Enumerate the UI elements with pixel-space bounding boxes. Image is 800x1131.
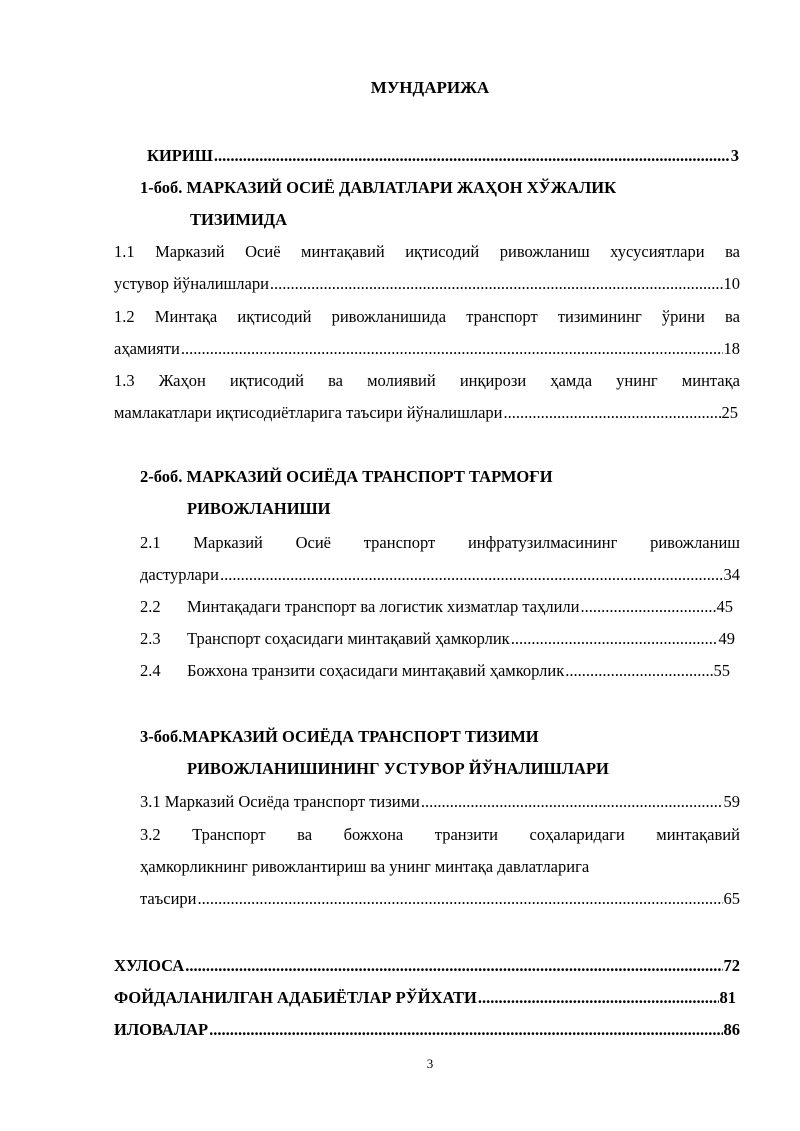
word: транзити [434, 825, 498, 844]
word: иқтисодий [229, 371, 304, 390]
toc-label: мамлакатлари иқтисодиётларига таъсири йўналишлари [114, 403, 503, 422]
toc-page-number: 45 [716, 597, 733, 616]
chapter-3-heading-cont: РИВОЖЛАНИШИНИНГ УСТУВОР ЙЎНАЛИШЛАРИ [187, 759, 609, 778]
toc-entry-references [114, 988, 736, 1008]
dot-leader [503, 403, 720, 423]
dot-leader [421, 792, 723, 812]
dot-leader [198, 889, 723, 909]
word: ҳамда [550, 371, 593, 390]
toc-label: Транспорт соҳасидаги минтақавий ҳамкорлик [187, 629, 510, 648]
chapter-1-heading: 1-боб. МАРКАЗИЙ ОСИЁ ДАВЛАТЛАРИ ЖАҲОН ХЎЖАЛИК [140, 178, 617, 197]
word: Марказий [193, 533, 263, 552]
word: соҳаларидаги [529, 825, 625, 844]
word: ривожланиш [499, 242, 590, 261]
dot-leader [214, 146, 730, 166]
toc-label: КИРИШ [147, 146, 213, 165]
word: инқирози [459, 371, 527, 390]
toc-entry-appendices [114, 1020, 740, 1040]
toc-entry-intro [147, 146, 739, 166]
dot-leader [580, 597, 715, 617]
chapter-1-heading-cont: ТИЗИМИДА [190, 210, 288, 229]
word: 1.2 [114, 307, 135, 326]
word: Минтақа [154, 307, 218, 326]
word: ва [328, 371, 343, 390]
word: божхона [343, 825, 404, 844]
page-title: МУНДАРИЖА [370, 78, 490, 97]
chapter-3-heading: 3-боб.МАРКАЗИЙ ОСИЁДА ТРАНСПОРТ ТИЗИМИ [140, 727, 539, 746]
dot-leader [565, 661, 712, 681]
page-number: 3 [426, 1056, 434, 1071]
word: минтақавий [301, 242, 385, 261]
toc-page-number: 55 [713, 661, 730, 680]
toc-page-number: 81 [719, 988, 736, 1007]
toc-entry-3-2-cont: ҳамкорликнинг ривожлантириш ва унинг минтақа давлатларига [140, 857, 590, 876]
chapter-2-heading: 2-боб. МАРКАЗИЙ ОСИЁДА ТРАНСПОРТ ТАРМОҒИ [140, 467, 553, 486]
word: 3.2 [140, 825, 161, 844]
word: молиявий [367, 371, 436, 390]
toc-entry-1-1 [114, 242, 740, 262]
toc-label: ФОЙДАЛАНИЛГАН АДАБИЁТЛАР РЎЙХАТИ [114, 988, 477, 1007]
toc-entry-conclusion [114, 956, 740, 976]
toc-label: дастурлари [140, 565, 219, 584]
toc-page-number: 34 [723, 565, 740, 584]
dot-leader [270, 274, 723, 294]
toc-label: ИЛОВАЛАР [114, 1020, 209, 1039]
toc-entry-1-3 [114, 371, 740, 391]
toc-page-number: 49 [718, 629, 735, 648]
word: иқтисодий [405, 242, 480, 261]
word: транспорт [363, 533, 436, 552]
toc-page-number: 65 [723, 889, 740, 908]
toc-label: 3.1 Марказий Осиёда транспорт тизими [140, 792, 420, 811]
chapter-2-heading-cont: РИВОЖЛАНИШИ [187, 499, 331, 518]
dot-leader [185, 956, 722, 976]
word: тизимининг [557, 307, 642, 326]
toc-label: аҳамияти [114, 339, 180, 358]
word: иқтисодий [237, 307, 312, 326]
word: ва [725, 242, 740, 261]
toc-page-number: 18 [723, 339, 740, 358]
toc-entry-2-1 [140, 533, 740, 553]
word: Осиё [245, 242, 281, 261]
dot-leader [220, 565, 723, 585]
toc-entry-3-2 [140, 825, 740, 845]
word: ривожланиш [650, 533, 740, 552]
word: транспорт [466, 307, 538, 326]
word: ривожланишида [331, 307, 447, 326]
word: минтақавий [656, 825, 740, 844]
word: 2.1 [140, 533, 161, 552]
word: ва [297, 825, 313, 844]
word: Транспорт [192, 825, 266, 844]
word: Марказий [155, 242, 225, 261]
toc-page-number: 3 [730, 146, 739, 165]
toc-entry-1-2-cont [114, 339, 740, 359]
toc-entry-1-3-cont [114, 403, 738, 423]
toc-entry-3-1 [140, 792, 740, 812]
toc-page-number: 59 [723, 792, 740, 811]
word: ўрини [661, 307, 705, 326]
toc-entry-1-2 [114, 307, 740, 327]
toc-label: ХУЛОСА [114, 956, 185, 975]
word: 1.3 [114, 371, 135, 390]
toc-page-number: 25 [721, 403, 738, 422]
toc-page-number: 10 [723, 274, 740, 293]
word: ва [725, 307, 740, 326]
dot-leader [511, 629, 718, 649]
word: 1.1 [114, 242, 135, 261]
word: унинг [616, 371, 658, 390]
word: Жаҳон [158, 371, 206, 390]
dot-leader [181, 339, 723, 359]
word: Осиё [295, 533, 332, 552]
section-number: 2.3 [140, 629, 161, 648]
word: хусусиятлари [610, 242, 705, 261]
word: минтақа [681, 371, 740, 390]
section-number: 2.4 [140, 661, 161, 680]
dot-leader [209, 1020, 722, 1040]
word: инфратузилмасининг [467, 533, 618, 552]
toc-label: устувор йўналишлари [114, 274, 269, 293]
toc-entry-3-2-cont2 [140, 889, 740, 909]
dot-leader [478, 988, 719, 1008]
toc-page-number: 86 [723, 1020, 740, 1039]
toc-page-number: 72 [723, 956, 740, 975]
toc-label: Минтақадаги транспорт ва логистик хизматлар таҳлили [187, 597, 580, 616]
toc-label: таъсири [140, 889, 197, 908]
toc-label: Божхона транзити соҳасидаги минтақавий ҳамкорлик [187, 661, 565, 680]
toc-entry-2-1-cont [140, 565, 740, 585]
toc-entry-1-1-cont [114, 274, 740, 294]
section-number: 2.2 [140, 597, 161, 616]
